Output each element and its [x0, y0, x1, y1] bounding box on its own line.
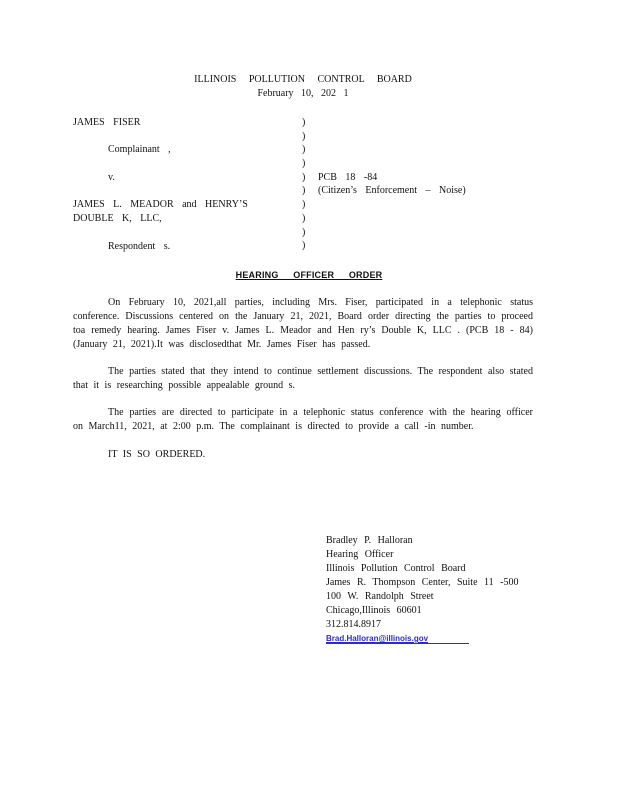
signer-name: Bradley P. Halloran — [326, 535, 413, 546]
case-type: (Citizen’s Enforcement – Noise) — [318, 185, 466, 196]
caption-paren: ) — [302, 130, 306, 142]
signer-email-link[interactable]: Brad.Halloran@illinois.gov — [326, 634, 429, 643]
email-underline — [326, 643, 469, 644]
signer-address-line2: 100 W. Randolph Street — [326, 591, 434, 602]
paragraph-directive: The parties are directed to participate in a telephonic status conference with the hearing officer on March11, 2021, at 2:00 p.m. The complainant is directed to provide a call -in number. — [73, 407, 533, 432]
caption-paren: ) — [302, 240, 306, 252]
signer-title: Hearing Officer — [326, 549, 394, 560]
board-name: ILLINOIS POLLUTION CONTROL BOARD — [194, 74, 412, 85]
caption-paren: ) — [302, 185, 306, 197]
paragraph-conference: On February 10, 2021,all parties, including Mrs. Fiser, participated in a telephonic status conference. Discussions centered on the January 21, 2021, Board order directing the parties to proceed toa remedy hearing. James Fiser v. James L. Meador and Hen ry’s Double K, LLC . (PCB 18 - 84) (January 21, 2021).It was disclosedthat Mr. James Fiser has passed. — [73, 297, 533, 350]
caption-paren: ) — [302, 171, 306, 183]
complainant-role: Complainant , — [108, 144, 171, 155]
case-number: PCB 18 -84 — [318, 172, 378, 183]
order-title-text: HEARING OFFICER ORDER — [235, 270, 383, 280]
versus: v. — [108, 172, 115, 183]
caption-paren: ) — [302, 144, 306, 156]
caption-paren: ) — [302, 212, 306, 224]
paragraph-ordered: IT IS SO ORDERED. — [108, 449, 206, 460]
signature-block — [326, 534, 518, 632]
complainant-name: JAMES FISER — [73, 117, 141, 128]
signer-organization: Illinois Pollution Control Board — [326, 563, 466, 574]
caption-paren: ) — [302, 117, 306, 128]
respondent-name-line2: DOUBLE K, LLC, — [73, 213, 162, 224]
signer-address-line1: James R. Thompson Center, Suite 11 -500 — [326, 577, 519, 588]
caption-paren: ) — [302, 199, 306, 211]
caption-paren: ) — [302, 158, 306, 170]
paragraph-settlement: The parties stated that they intend to continue settlement discussions. The respondent also stated that it is researching possible appealable ground s. — [73, 366, 533, 391]
order-title — [0, 268, 618, 283]
signer-phone: 312.814.8917 — [326, 619, 381, 630]
document-date: February 10, 202 1 — [257, 88, 349, 99]
signer-city: Chicago,Illinois 60601 — [326, 605, 422, 616]
respondent-role: Respondent s. — [108, 241, 171, 252]
respondent-name-line1: JAMES L. MEADOR and HENRY’S — [73, 199, 248, 210]
caption-paren: ) — [302, 226, 306, 238]
caption-parentheses — [302, 116, 305, 253]
